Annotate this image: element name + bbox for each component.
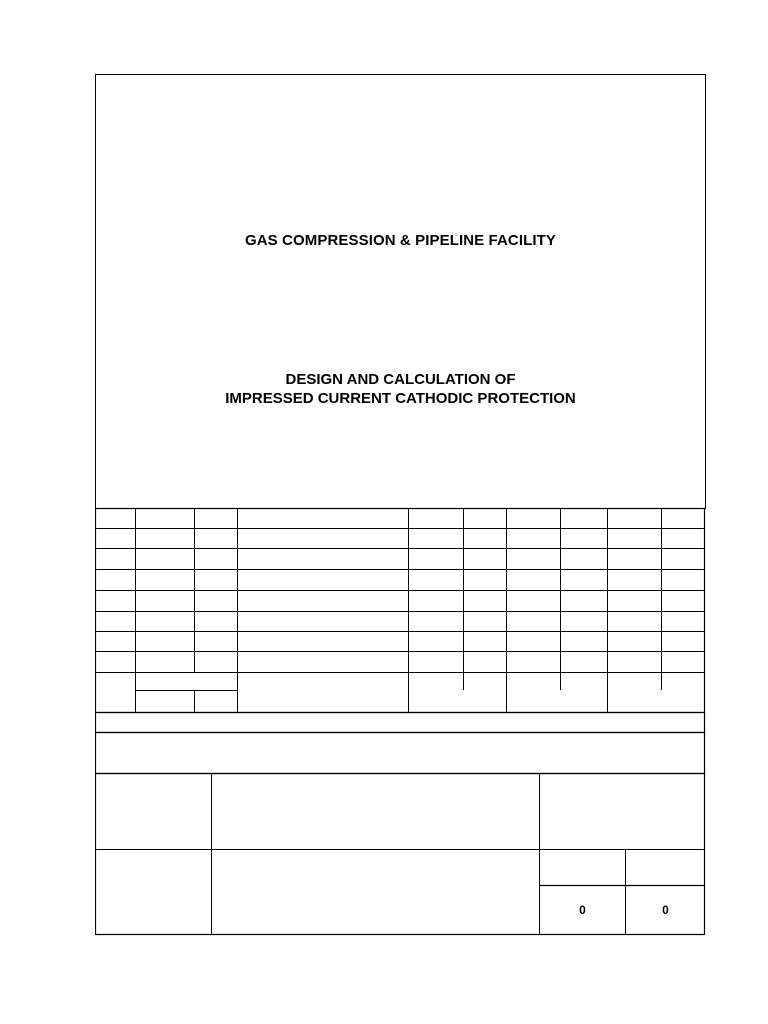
revision-cell-right: 0: [662, 903, 669, 917]
revision-table-border: [96, 509, 705, 713]
document-sheet: [95, 74, 706, 936]
revision-table-columns: [135, 508, 662, 712]
document-title-line-1: DESIGN AND CALCULATION OF: [285, 371, 516, 388]
title-block-grid: [95, 74, 706, 936]
band-one: [96, 713, 705, 733]
revision-table-rows: [95, 529, 705, 673]
band-two: [96, 733, 705, 774]
revision-cell-left: 0: [579, 903, 586, 917]
document-title-line-2: IMPRESSED CURRENT CATHODIC PROTECTION: [225, 390, 576, 407]
project-title: GAS COMPRESSION & PIPELINE FACILITY: [244, 232, 557, 249]
